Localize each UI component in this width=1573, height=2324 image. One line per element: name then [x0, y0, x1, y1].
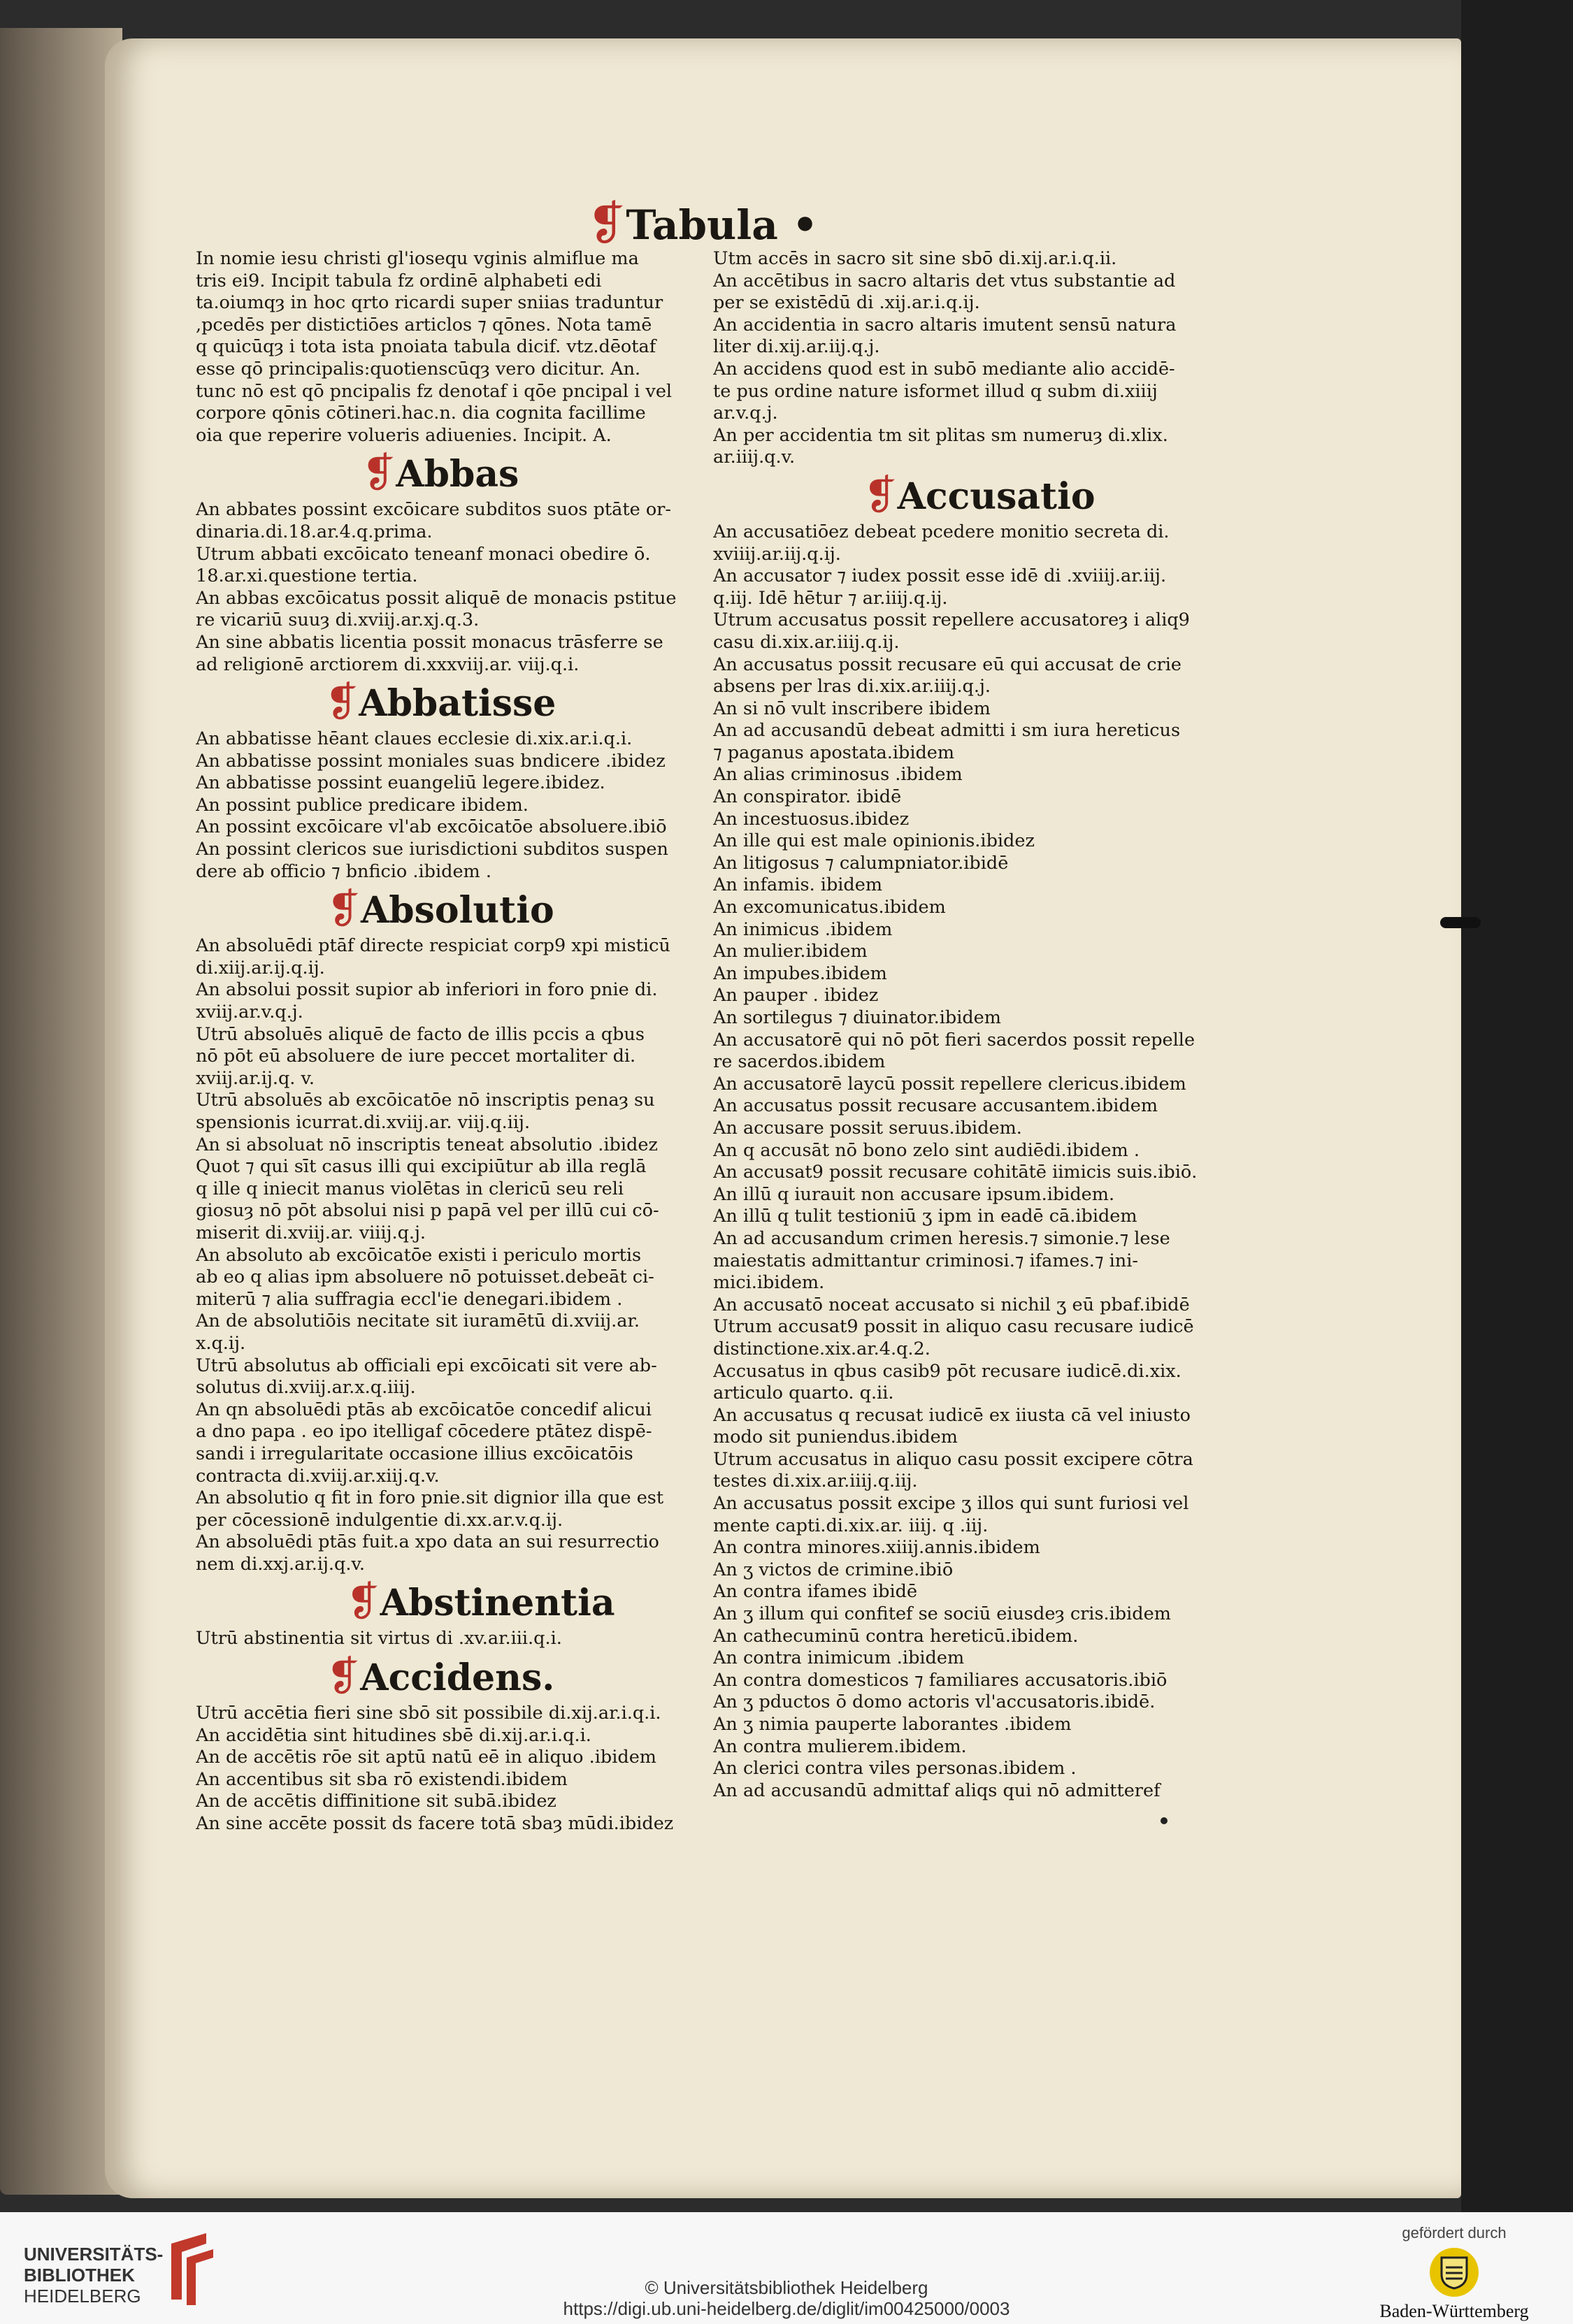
library-name-line3: HEIDELBERG [24, 2286, 141, 2307]
index-entry-line: contracta di.xviij.ar.xiij.q.v. [196, 1465, 440, 1487]
index-entry-line: An absoluto ab excōicatōe existi i periculo mortis [196, 1244, 642, 1266]
index-entry-line: An accētibus in sacro altaris det vtus substantie ad [713, 270, 1176, 291]
index-entry-line: An accusatō noceat accusato si nichil ʒ eū pbaf.ibidē [713, 1294, 1190, 1315]
index-entry-line: An excomunicatus.ibidem [713, 897, 946, 918]
index-entry-line: An ʒ pductos ō domo actoris vl'accusatoris.ibidē. [713, 1691, 1156, 1713]
index-entry-line: An accidētia sint hitudines sbē di.xij.ar.i.q.i. [196, 1724, 591, 1746]
pilcrow-icon: ❡ [863, 470, 898, 519]
index-entry-line: An per accidentia tm sit plitas sm numeruȝ di.xlix. [713, 424, 1168, 446]
index-entry-line: An de absolutiōis necitate sit iuramētū di.xviij.ar. [196, 1311, 640, 1332]
index-entry-line: liter di.xij.ar.iij.q.j. [713, 336, 880, 358]
index-entry-line: An accusatus possit excipe ʒ illos qui sunt furiosi vel [713, 1493, 1189, 1515]
index-entry-line: solutus di.xviij.ar.x.q.iiij. [196, 1377, 416, 1399]
index-entry-line: An ad accusandū debeat admitti i sm iura hereticus [713, 720, 1181, 742]
section-heading-text: Accusatio [897, 475, 1096, 518]
index-entry-line: An accusare possit seruus.ibidem. [713, 1117, 1022, 1139]
library-name-line1: UNIVERSITÄTS- [24, 2244, 164, 2265]
index-entry-line: di.xiij.ar.ij.q.ij. [196, 957, 325, 979]
library-name-line2: BIBLIOTHEK [24, 2265, 135, 2286]
index-entry-line: An alias criminosus .ibidem [713, 764, 963, 786]
index-entry-line: ab eo q alias ipm absoluere nō potuisset.debeāt ci- [196, 1266, 654, 1288]
index-entry-line: An absoluēdi ptāf directe respiciat corp9 xpi misticū [196, 935, 670, 957]
index-entry-line: An abbatisse hēant claues ecclesie di.xix.ar.i.q.i. [196, 728, 633, 750]
index-entry-line: An accusatus possit recusare eū qui accusat de crie [713, 654, 1181, 675]
index-entry-line: An ad accusandū admittaf aliqs qui nō admitteref [713, 1780, 1161, 1801]
intro-line: esse qō principalis:quotienscūqȝ vero dicitur. An. [196, 358, 641, 380]
section-heading-text: Abbatisse [359, 682, 556, 726]
section-heading [196, 886, 685, 934]
index-entry-line: te pus ordine nature isformet illud q subm di.xiiij [713, 380, 1158, 402]
index-entry-line: An ʒ illum qui confitef se sociū eiusdeȝ cris.ibidem [713, 1603, 1171, 1625]
copyright-text: © Universitätsbibliothek Heidelberg [645, 2277, 928, 2298]
index-entry-line: An accusatorē qui nō pōt fieri sacerdos possit repelle [713, 1029, 1195, 1051]
index-entry-line: An contra minores.xiiij.annis.ibidem [713, 1537, 1040, 1559]
index-entry-line: distinctione.xix.ar.4.q.2. [713, 1338, 931, 1359]
ink-speck [1161, 1817, 1168, 1824]
index-entry-line: ar.v.q.j. [713, 403, 778, 424]
page-title: ❡Tabula • [587, 196, 819, 250]
index-entry-line: absens per lras di.xix.ar.iiij.q.j. [713, 676, 991, 698]
index-entry-line: An accusat9 possit recusare cohitātē iimicis suis.ibiō. [713, 1162, 1198, 1183]
index-entry-line: re vicariū suuȝ di.xviij.ar.xj.q.3. [196, 609, 480, 631]
section-heading-text: Absolutio [360, 889, 554, 932]
pilcrow-icon: ❡ [361, 449, 396, 497]
pilcrow-icon: ❡ [587, 196, 626, 250]
section-heading [196, 679, 685, 727]
index-entry-line: An si absoluat nō inscriptis teneat absolutio .ibidez [196, 1134, 658, 1155]
sponsor-block [1377, 2224, 1531, 2322]
index-entry-line: An impubes.ibidem [713, 962, 887, 984]
index-entry-line: An ʒ victos de crimine.ibiō [713, 1559, 954, 1580]
index-entry-line: An conspirator. ibidē [713, 786, 902, 808]
index-entry-line: miterū ⁊ alia suffragia eccl'ie denegari.ibidem . [196, 1288, 623, 1310]
index-entry-line: maiestatis admittantur criminosi.⁊ ifames.⁊ ini- [713, 1250, 1138, 1271]
index-entry-line: An sine accēte possit ds facere totā sbaȝ mūdi.ibidez [196, 1813, 674, 1835]
pilcrow-icon: ❡ [326, 1652, 361, 1701]
intro-line: In nomie iesu christi gl'iosequ vginis almiflue ma [196, 248, 639, 269]
index-entry-line: spensionis icurrat.di.xviij.ar. viij.q.iij. [196, 1112, 531, 1133]
index-entry-line: Accusatus in qbus casib9 pōt recusare iudicē.di.xix. [713, 1360, 1181, 1382]
section-heading [713, 472, 1216, 520]
index-entry-line: Utm accēs in sacro sit sine sbō di.xij.ar.i.q.ii. [713, 248, 1117, 269]
section-heading [196, 1653, 685, 1701]
index-entry-line: modo sit puniendus.ibidem [713, 1427, 958, 1448]
pilcrow-icon: ❡ [326, 885, 361, 933]
index-entry-line: An clerici contra viles personas.ibidem . [713, 1758, 1077, 1780]
index-entry-line: An abbates possint excōicare subditos suos ptāte or- [196, 499, 671, 521]
index-entry-line: mente capti.di.xix.ar. iiij. q .iij. [713, 1515, 989, 1536]
index-entry-line: An possint clericos sue iurisdictioni subditos suspen [196, 839, 668, 860]
intro-line: q quicūqȝ i tota ista pnoiata tabula dicif. vtz.dēotaf [196, 336, 656, 358]
index-entry-line: Utrū accētia fieri sine sbō sit possibile di.xij.ar.i.q.i. [196, 1703, 661, 1724]
index-entry-line: An accusator ⁊ iudex possit esse idē di .xviiij.ar.iij. [713, 565, 1167, 587]
right-column [713, 248, 1216, 1802]
index-entry-line: sandi i irregularitate occasione illius excōicatōis [196, 1443, 633, 1464]
section-heading [196, 1578, 685, 1626]
index-entry-line: xviiij.ar.iij.q.ij. [713, 543, 841, 565]
baden-wuerttemberg-crest-icon [1430, 2248, 1479, 2297]
intro-line: corpore qōnis cōtineri.hac.n. dia cognita facillime [196, 403, 646, 424]
index-entry-line: articulo quarto. q.ii. [713, 1383, 894, 1404]
index-entry-line: An sortilegus ⁊ diuinator.ibidem [713, 1007, 1001, 1028]
index-entry-line: An incestuosus.ibidez [713, 808, 910, 830]
index-entry-line: Utrum accusatus in aliquo casu possit excipere cōtra [713, 1448, 1193, 1470]
index-entry-line: An abbas excōicatus possit aliquē de monacis pstitue [196, 587, 677, 609]
index-entry-line: An mulier.ibidem [713, 941, 868, 962]
index-entry-line: An ʒ nimia pauperte laborantes .ibidem [713, 1714, 1072, 1735]
index-entry-line: An inimicus .ibidem [713, 918, 893, 940]
index-entry-line: Utrū absoluēs aliquē de facto de illis pccis a qbus [196, 1023, 645, 1045]
sponsor-label: gefördert durch [1402, 2224, 1507, 2242]
index-entry-line: An cathecuminū contra hereticū.ibidem. [713, 1625, 1079, 1647]
section-heading-text: Abstinentia [380, 1582, 615, 1625]
index-entry-line: An possint excōicare vl'ab excōicatōe absoluere.ibiō [196, 816, 667, 838]
index-entry-line: An accusatus possit recusare accusantem.ibidem [713, 1095, 1158, 1117]
index-entry-line: An accidentia in sacro altaris imutent sensū natura [713, 314, 1177, 335]
index-entry-line: An illū q tulit testioniū ʒ ipm in eadē cā.ibidem [713, 1206, 1137, 1227]
index-entry-line: An pauper . ibidez [713, 985, 879, 1006]
index-entry-line: An si nō vult inscribere ibidem [713, 698, 991, 719]
index-entry-line: An contra inimicum .ibidem [713, 1647, 965, 1669]
index-entry-line: An absolui possit supior ab inferiori in foro pnie di. [196, 979, 658, 1001]
index-entry-line: Utrum accusatus possit repellere accusatoreȝ i aliq9 [713, 609, 1190, 631]
index-entry-line: An ille qui est male opinionis.ibidez [713, 830, 1035, 852]
index-entry-line: An absoluēdi ptās fuit.a xpo data an sui resurrectio [196, 1531, 659, 1553]
section-heading-text: Accidens. [360, 1657, 555, 1700]
index-entry-line: mici.ibidem. [713, 1272, 825, 1294]
index-entry-line: Utrum accusat9 possit in aliquo casu recusare iudicē [713, 1316, 1194, 1338]
index-entry-line: re sacerdos.ibidem [713, 1051, 886, 1073]
left-column [196, 248, 685, 1835]
index-entry-line: Utrū absoluēs ab excōicatōe nō inscriptis penaȝ su [196, 1090, 655, 1111]
section-heading [196, 449, 685, 498]
index-entry-line: 18.ar.xi.questione tertia. [196, 565, 418, 587]
index-entry-line: An possint publice predicare ibidem. [196, 794, 529, 816]
index-entry-line: casu di.xix.ar.iiij.q.ij. [713, 631, 900, 653]
index-entry-line: nō pōt eū absoluere de iure peccet mortaliter di. [196, 1046, 636, 1067]
index-entry-line: An de accētis rōe sit aptū natū eē in aliquo .ibidem [196, 1747, 656, 1768]
index-entry-line: miserit di.xviij.ar. viiij.q.j. [196, 1222, 426, 1243]
index-entry-line: a dno papa . eo ipo itelligaf cōcedere ptātez dispē- [196, 1421, 652, 1443]
index-entry-line: An contra mulierem.ibidem. [713, 1735, 967, 1757]
intro-line: tris ei9. Incipit tabula fz ordinē alphabeti edi [196, 270, 602, 291]
index-entry-line: An absolutio q fit in foro pnie.sit dignior illa que est [196, 1487, 664, 1509]
permalink-url[interactable]: https://digi.ub.uni-heidelberg.de/diglit/im00425000/0003 [563, 2298, 1010, 2319]
index-entry-line: An contra ifames ibidē [713, 1581, 918, 1603]
index-entry-line: An abbatisse possint euangeliū legere.ibidez. [196, 772, 605, 794]
index-entry-line: x.q.ij. [196, 1332, 246, 1354]
index-entry-line: An ad accusandum crimen heresis.⁊ simonie.⁊ lese [713, 1227, 1170, 1249]
index-entry-line: An accusatorē laycū possit repellere clericus.ibidem [713, 1073, 1186, 1095]
index-entry-line: An sine abbatis licentia possit monacus trāsferre se [196, 631, 663, 653]
index-entry-line: An accentibus sit sba rō existendi.ibidem [196, 1768, 568, 1790]
index-entry-line: An accidens quod est in subō mediante alio accidē- [713, 358, 1175, 380]
sponsor-name: Baden-Württemberg [1379, 2301, 1529, 2321]
scanner-background-right [1461, 0, 1573, 2212]
book-page-edges [0, 28, 122, 2195]
index-entry-line: An abbatisse possint moniales suas bndicere .ibidez [196, 750, 666, 772]
index-entry-line: giosuȝ nō pōt absolui nisi p papā vel per illū cui cō- [196, 1200, 659, 1222]
index-entry-line: ⁊ paganus apostata.ibidem [713, 742, 955, 763]
index-entry-line: An contra domesticos ⁊ familiares accusatoris.ibiō [713, 1669, 1168, 1691]
index-entry-line: q.iij. Idē hētur ⁊ ar.iiij.q.ij. [713, 587, 948, 609]
intro-line: oia que reperire volueris adiuenies. Incipit. A. [196, 424, 612, 446]
index-entry-line: ar.iiij.q.v. [713, 447, 796, 468]
pilcrow-icon: ❡ [346, 1578, 380, 1626]
index-entry-line: nem di.xxj.ar.ij.q.v. [196, 1553, 365, 1575]
index-entry-line: xviij.ar.ij.q. v. [196, 1067, 315, 1089]
index-entry-line: dinaria.di.18.ar.4.q.prima. [196, 521, 433, 542]
page-edge-marker [1440, 917, 1481, 928]
index-entry-line: Quot ⁊ qui sīt casus illi qui excipiūtur ab illa reglā [196, 1156, 647, 1178]
index-entry-line: ad religionē arctiorem di.xxxviij.ar. viij.q.i. [196, 654, 580, 675]
intro-line: ta.oiumqȝ in hoc qrto ricardi super sniias traduntur [196, 292, 663, 314]
pilcrow-icon: ❡ [324, 678, 359, 726]
intro-line: ,pcedēs per distictiōes articlos ⁊ qōnes. Nota tamē [196, 314, 652, 335]
index-entry-line: Utrū abstinentia sit virtus di .xv.ar.iii.q.i. [196, 1628, 562, 1650]
index-entry-line: An de accētis diffinitione sit subā.ibidez [196, 1791, 556, 1812]
index-entry-line: An accusatiōez debeat pcedere monitio secreta di. [713, 521, 1170, 542]
index-entry-line: Utrū absolutus ab officiali epi excōicati sit vere ab- [196, 1355, 657, 1376]
index-entry-line: An illū q iurauit non accusare ipsum.ibidem. [713, 1183, 1115, 1205]
index-entry-line: per se existēdū di .xij.ar.i.q.ij. [713, 292, 980, 314]
index-entry-line: Utrum abbati excōicato teneanf monaci obedire ō. [196, 543, 651, 565]
index-entry-line: An litigosus ⁊ calumpniator.ibidē [713, 852, 1009, 874]
index-entry-line: q ille q iniecit manus violētas in clericū seu reli [196, 1178, 624, 1199]
index-entry-line: per cōcessionē indulgentie di.xx.ar.v.q.ij. [196, 1509, 563, 1531]
index-entry-line: An infamis. ibidem [713, 874, 883, 896]
index-entry-line: xviij.ar.v.q.j. [196, 1002, 303, 1023]
index-entry-line: An qn absoluēdi ptās ab excōicatōe concedif alicui [196, 1399, 652, 1420]
intro-line: tunc nō est qō pncipalis fz denotaf i qōe pncipal i vel [196, 380, 673, 402]
section-heading-text: Abbas [396, 453, 519, 496]
index-entry-line: An accusatus q recusat iudicē ex iiusta cā vel iniusto [713, 1404, 1191, 1426]
index-entry-line: An q accusāt nō bono zelo sint audiēdi.ibidem . [713, 1139, 1140, 1161]
index-entry-line: testes di.xix.ar.iiij.q.iij. [713, 1471, 918, 1492]
index-entry-line: dere ab officio ⁊ bnficio .ibidem . [196, 860, 491, 882]
